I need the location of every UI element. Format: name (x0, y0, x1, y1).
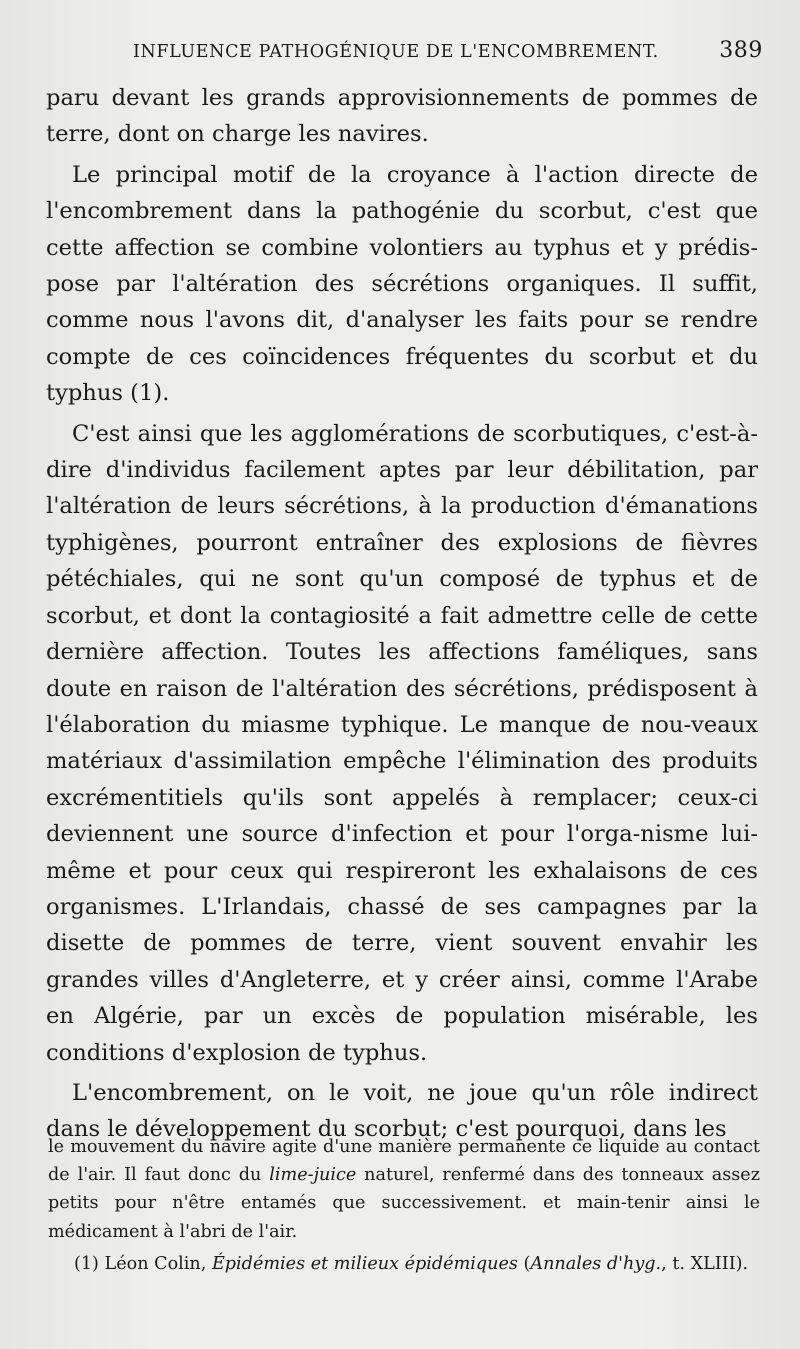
footnote-continued-text-a: le mouvement du navire agite d'une manière permanente ce liquide au contact de l'air. Il faut donc du (48, 1137, 760, 1186)
paragraph-1: paru devant les grands approvisionnements de pommes de terre, dont on charge les navires. (46, 85, 758, 148)
footnotes (48, 1133, 760, 1278)
paragraph-4: L'encombrement, on le voit, ne joue qu'un rôle indirect dans le développement du scorbut; c'est pourquoi, dans les (46, 1079, 758, 1143)
paragraph-2: Le principal motif de la croyance à l'action directe de l'encombrement dans la pathogénie du scorbut, c'est que cette affection se combine volontiers au typhus et y prédis-pose par l'altération des sécrétions organiques. Il suffit, comme nous l'avons dit, d'analyser les faits pour se rendre compte de ces coïncidences fréquentes du scorbut et du typhus (1). (46, 161, 758, 407)
page-number: 389 (719, 38, 763, 63)
footnote-1-tail: , t. XLIII). (661, 1253, 749, 1274)
running-header (133, 38, 763, 72)
footnote-1-marker: (1) (74, 1253, 105, 1274)
footnote-1 (48, 1250, 760, 1278)
footnote-1-title: Épidémies et milieux épidémiques (211, 1253, 518, 1274)
footnote-1-journal: Annales d'hyg. (530, 1253, 662, 1274)
running-title: INFLUENCE PATHOGÉNIQUE DE L'ENCOMBREMENT. (133, 42, 659, 62)
footnote-continued-text-b: naturel, renfermé dans des tonneaux assez petits pour n'être entamés que successivement. et main-tenir ainsi le médicament à l'abri de l'air. (48, 1165, 760, 1242)
main-text (46, 80, 758, 1148)
footnote-1-middle: ( (517, 1253, 531, 1274)
paragraph-3: C'est ainsi que les agglomérations de scorbutiques, c'est-à-dire d'individus facilement aptes par leur débilitation, par l'altération de leurs sécrétions, à la production d'émanations typhigènes, pourront entraîner des explosions de fièvres pétéchiales, qui ne sont qu'un composé de typhus et de scorbut, et dont la contagiosité a fait admettre celle de cette dernière affection. Toutes les affections faméliques, sans doute en raison de l'altération des sécrétions, prédisposent à l'élaboration du miasme typhique. Le manque de nou-veaux matériaux d'assimilation empêche l'élimination des produits excrémentitiels qu'ils sont appelés à remplacer; ceux-ci deviennent une source d'infection et pour l'orga-nisme lui-même et pour ceux qui respireront les exhalaisons de ces organismes. L'Irlandais, chassé de ses campagnes par la disette de pommes de terre, vient souvent envahir les grandes villes d'Angleterre, et y créer ainsi, comme l'Arabe en Algérie, par un excès de population misérable, les conditions d'explosion de typhus. (46, 420, 758, 1066)
footnote-continued (48, 1133, 760, 1246)
footnote-continued-italic: lime-juice (269, 1165, 357, 1186)
footnote-1-author: Léon Colin, (104, 1253, 212, 1274)
